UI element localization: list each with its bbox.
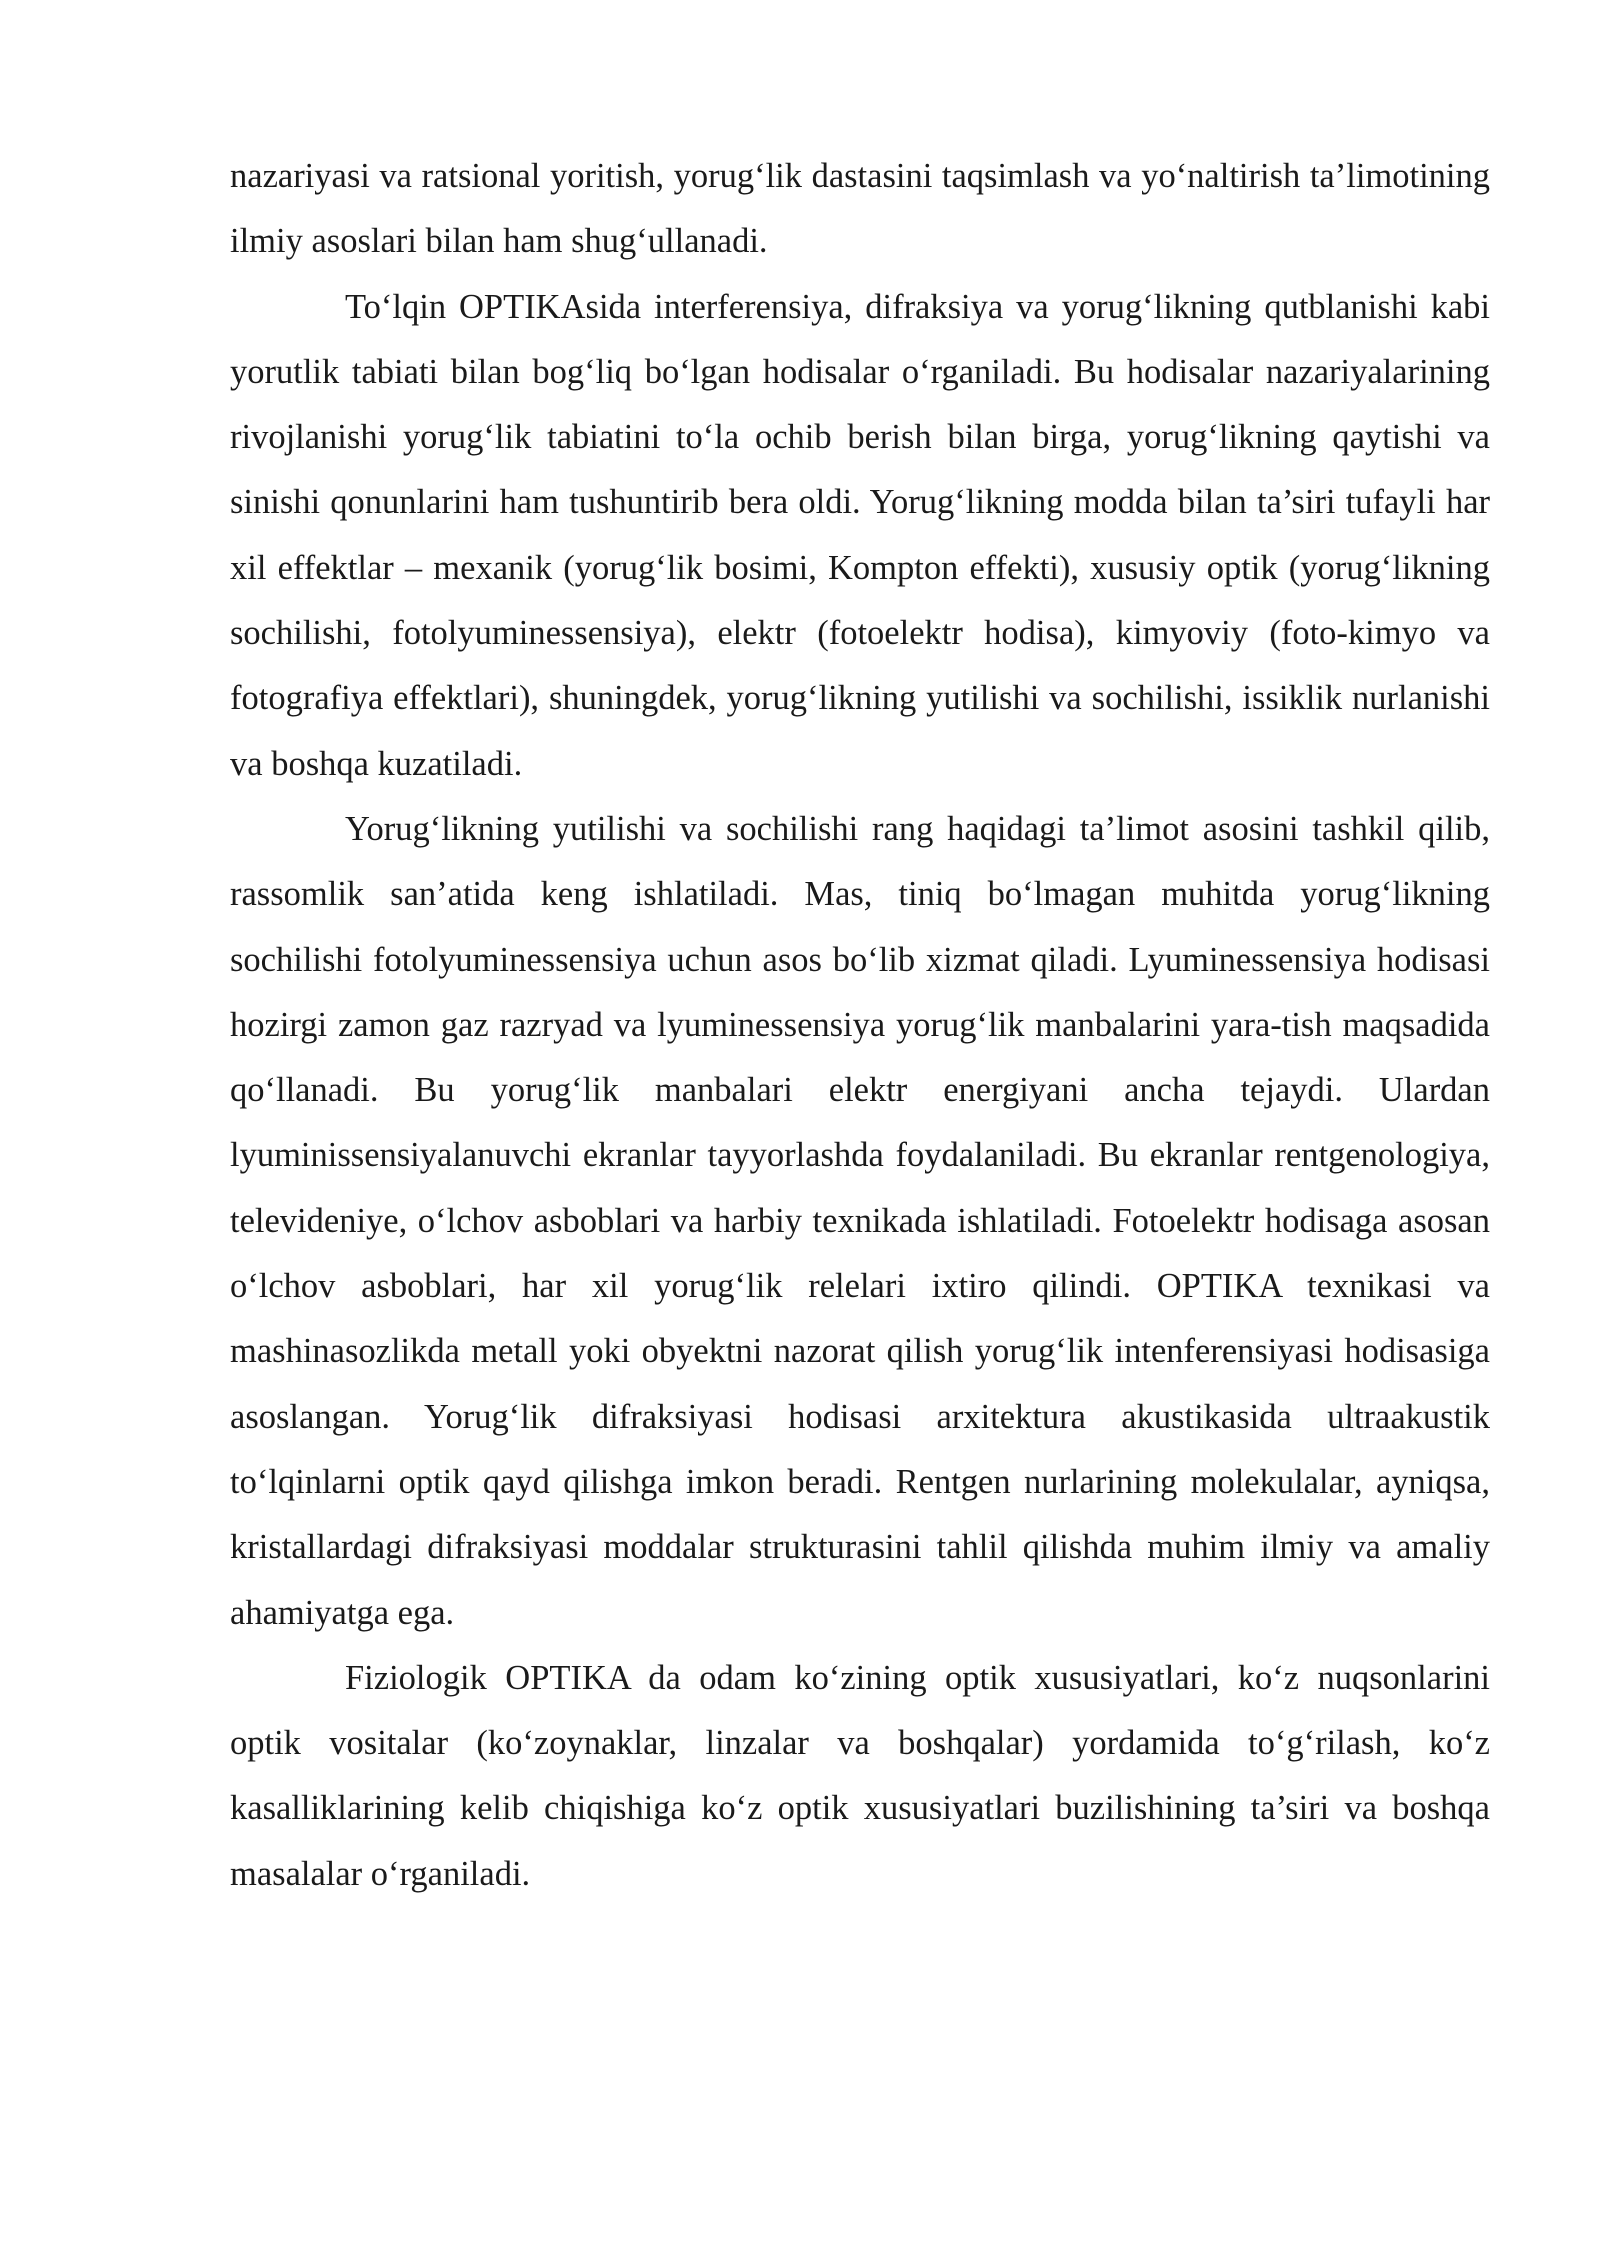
document-body [230,144,1490,1907]
paragraph-continuation: nazariyasi va ratsional yoritish, yorug‘lik dastasini taqsimlash va yo‘naltirish ta’limotining ilmiy asoslari bilan ham shug‘ullanadi. [230,157,1490,261]
paragraph-wave-optics: To‘lqin OPTIKAsida interferensiya, difraksiya va yorug‘likning qutblanishi kabi yorutlik tabiati bilan bog‘liq bo‘lgan hodisalar o‘rganiladi. Bu hodisalar nazariyalarining rivojlanishi yorug‘lik tabiatini to‘la ochib berish bilan birga, yorug‘likning qaytishi va sinishi qonunlarini ham tushuntirib bera oldi. Yorug‘likning modda bilan ta’siri tufayli har xil effektlar – mexanik (yorug‘lik bosimi, Kompton effekti), xususiy optik (yorug‘likning sochilishi, fotolyuminessensiya), elektr (fotoelektr hodisa), kimyoviy (foto-kimyo va fotografiya effektlari), shuningdek, yorug‘likning yutilishi va sochilishi, issiklik nurlanishi va boshqa kuzatiladi. [230,287,1490,783]
paragraph-physiological-optics: Fiziologik OPTIKA da odam ko‘zining optik xususiyatlari, ko‘z nuqsonlarini optik vositalar (ko‘zoynaklar, linzalar va boshqalar) yordamida to‘g‘rilash, ko‘z kasalliklarining kelib chiqishiga ko‘z optik xususiyatlari buzilishining ta’siri va boshqa masalalar o‘rganiladi. [230,1658,1490,1893]
paragraph-absorption-scattering: Yorug‘likning yutilishi va sochilishi rang haqidagi ta’limot asosini tashkil qilib, rassomlik san’atida keng ishlatiladi. Mas, tiniq bo‘lmagan muhitda yorug‘likning sochilishi fotolyuminessensiya uchun asos bo‘lib xizmat qiladi. Lyuminessensiya hodisasi hozirgi zamon gaz razryad va lyuminessensiya yorug‘lik manbalarini yara-tish maqsadida qo‘llanadi. Bu yorug‘lik manbalari elektr energiyani ancha tejaydi. Ulardan lyuminissensiyalanuvchi ekranlar tayyorlashda foydalaniladi. Bu ekranlar rentgenologiya, televideniye, o‘lchov asboblari va harbiy texnikada ishlatiladi. Fotoelektr hodisaga asosan o‘lchov asboblari, har xil yorug‘lik relelari ixtiro qilindi. OPTIKA texnikasi va mashinasozlikda metall yoki obyektni nazorat qilish yorug‘lik intenferensiyasi hodisasiga asoslangan. Yorug‘lik difraksiyasi hodisasi arxitektura akustikasida ultraakustik to‘lqinlarni optik qayd qilishga imkon beradi. Rentgen nurlarining molekulalar, ayniqsa, kristallardagi difraksiyasi moddalar strukturasini tahlil qilishda muhim ilmiy va amaliy ahamiyatga ega. [230,809,1490,1632]
